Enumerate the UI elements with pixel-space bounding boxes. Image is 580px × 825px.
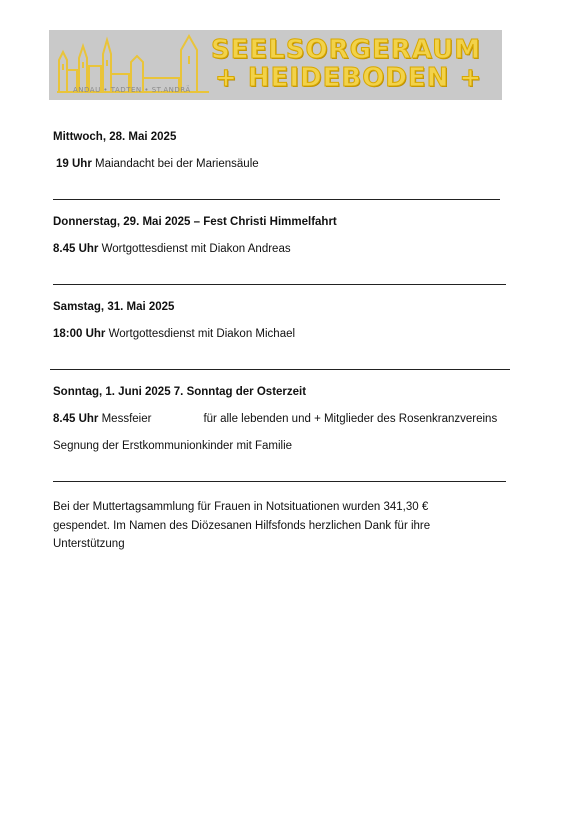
event-date-heading: Sonntag, 1. Juni 2025 7. Sonntag der Osterzeit — [53, 386, 307, 398]
event-text: Maiandacht bei der Mariensäule — [95, 158, 259, 170]
header-banner — [49, 30, 502, 100]
donation-note-text: Bei der Muttertagsammlung für Frauen in Notsituationen wurden 341,30 € gespendet. Im Namen des Diözesanen Hilfsfonds herzlichen Dank für ihre Unterstützung — [53, 501, 431, 550]
divider — [53, 199, 500, 200]
divider — [50, 369, 510, 370]
banner-title — [211, 36, 482, 92]
banner-title-line2: + HEIDEBODEN + — [215, 63, 483, 93]
event-date-heading: Mittwoch, 28. Mai 2025 — [53, 131, 177, 143]
event-time: 8.45 Uhr — [53, 413, 99, 425]
event-text: Messfeier — [101, 413, 152, 425]
event-time: 8.45 Uhr — [53, 243, 99, 255]
event-item — [53, 158, 523, 170]
banner-towns: ANDAU • TADTEN • ST.ANDRÄ — [73, 86, 191, 94]
banner-title-line1: SEELSORGERAUM — [211, 35, 482, 65]
event-block — [53, 386, 523, 452]
event-date-heading: Samstag, 31. Mai 2025 — [53, 301, 175, 313]
event-item — [53, 328, 523, 340]
divider — [53, 284, 506, 285]
donation-note — [53, 498, 523, 554]
event-item — [53, 243, 523, 255]
event-block — [53, 216, 523, 255]
event-block — [53, 131, 523, 170]
event-time: 18:00 Uhr — [53, 328, 106, 340]
event-note: Segnung der Erstkommunionkinder mit Familie — [53, 440, 293, 452]
event-date-heading: Donnerstag, 29. Mai 2025 – Fest Christi Himmelfahrt — [53, 216, 337, 228]
event-time: 19 Uhr — [56, 158, 92, 170]
event-text: Wortgottesdienst mit Diakon Michael — [108, 328, 296, 340]
event-block — [53, 301, 523, 340]
event-item — [53, 413, 523, 425]
event-extra: für alle lebenden und + Mitglieder des Rosenkranzvereins — [203, 413, 498, 425]
divider — [53, 481, 506, 482]
event-text: Wortgottesdienst mit Diakon Andreas — [101, 243, 291, 255]
